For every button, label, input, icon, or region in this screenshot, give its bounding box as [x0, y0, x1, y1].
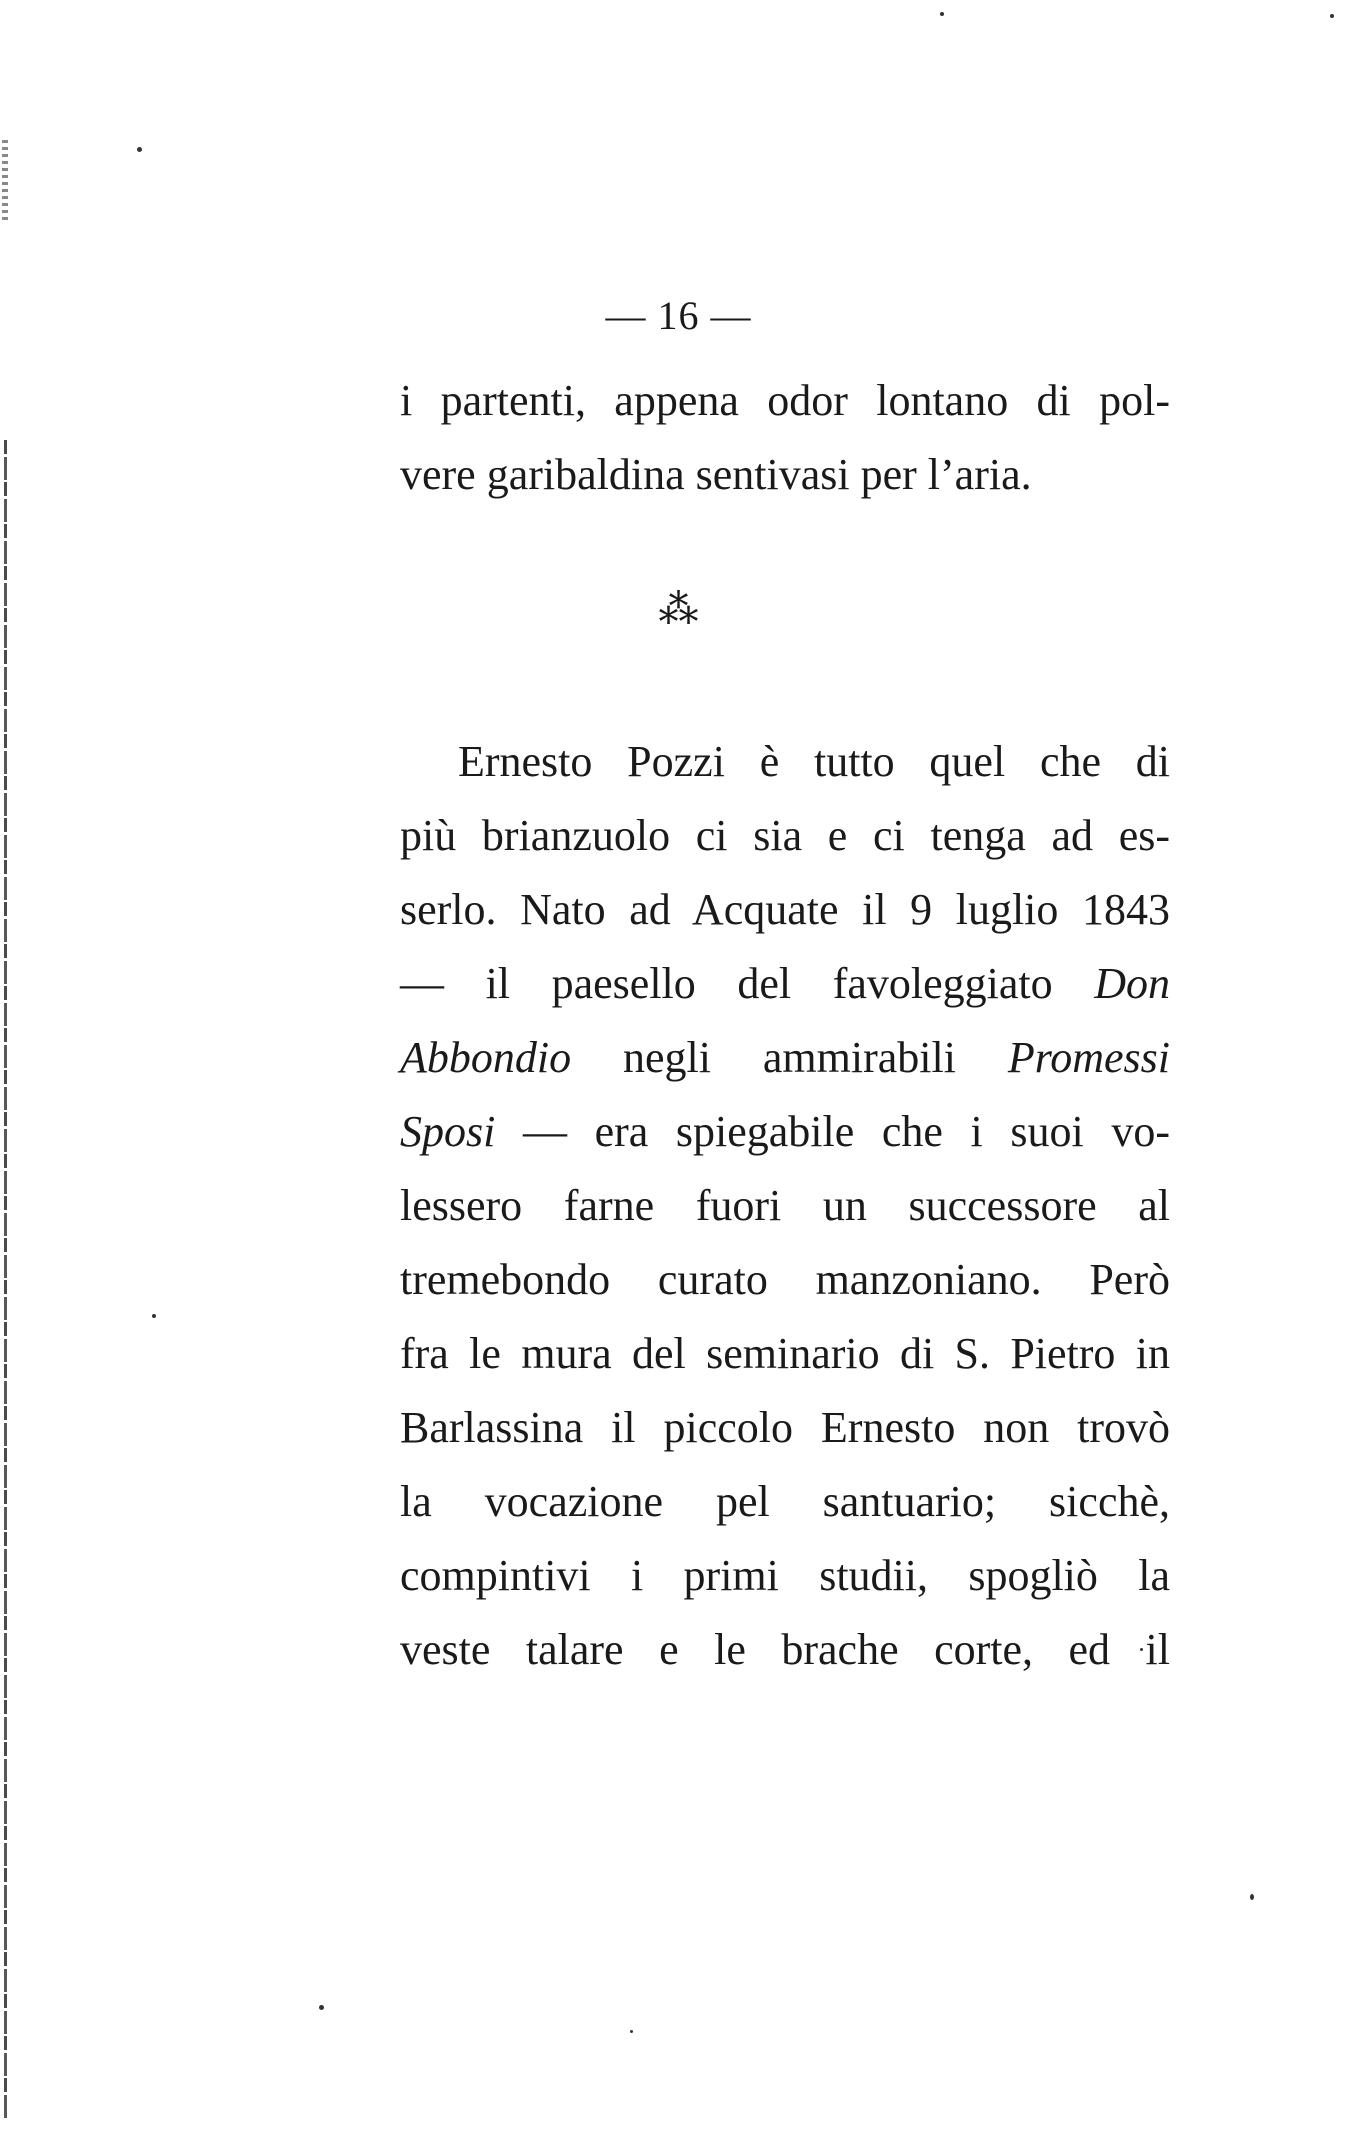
text-line: serlo. Nato ad Acquate il 9 luglio 1843: [400, 885, 1170, 934]
ink-speck: [319, 2005, 324, 2010]
ink-speck: [1330, 14, 1334, 18]
section-ornament: ⁂: [658, 587, 699, 632]
text-segment: negli ammirabili: [571, 1033, 1008, 1082]
text-line-mixed: [400, 1021, 1170, 1095]
binding-edge: [4, 440, 7, 2120]
text-segment: — il paesello del favoleggiato: [400, 959, 1095, 1008]
paragraph-continued: [400, 364, 1170, 512]
ink-speck: [137, 147, 142, 152]
text-line: la vocazione pel santuario; sicchè,: [400, 1477, 1170, 1526]
text-line: compintivi i primi studii, spogliò la: [400, 1551, 1170, 1600]
text-segment: — era spiegabile che i suoi vo-: [495, 1107, 1170, 1156]
text-line: più brianzuolo ci sia e ci tenga ad es-: [400, 811, 1170, 860]
text-line: lessero farne fuori un successore al: [400, 1181, 1170, 1230]
text-line-mixed: [400, 1095, 1170, 1169]
text-line: i partenti, appena odor lontano di pol-: [400, 376, 1170, 425]
ink-speck: [940, 12, 944, 16]
text-line: vere garibaldina sentivasi per l’aria.: [400, 450, 1032, 499]
ink-speck: [1250, 1894, 1254, 1900]
ink-speck: [152, 1314, 156, 1318]
italic-title: Don: [1094, 959, 1170, 1008]
text-line: veste talare e le brache corte, ed il: [400, 1625, 1170, 1674]
paragraph-ernesto-pozzi: [400, 725, 1170, 1687]
page-number: — 16 —: [605, 293, 752, 338]
italic-title: Sposi: [400, 1107, 496, 1156]
text-line-mixed: [400, 947, 1170, 1021]
ink-speck: [630, 2030, 633, 2033]
text-line: Ernesto Pozzi è tutto quel che di: [458, 737, 1170, 786]
italic-title: Promessi: [1007, 1033, 1170, 1082]
text-line: fra le mura del seminario di S. Pietro in: [400, 1329, 1170, 1378]
binding-edge-top: [2, 140, 8, 220]
text-line: tremebondo curato manzoniano. Però: [400, 1255, 1170, 1304]
text-line: Barlassina il piccolo Ernesto non trovò: [400, 1403, 1170, 1452]
italic-title: Abbondio: [400, 1033, 572, 1082]
